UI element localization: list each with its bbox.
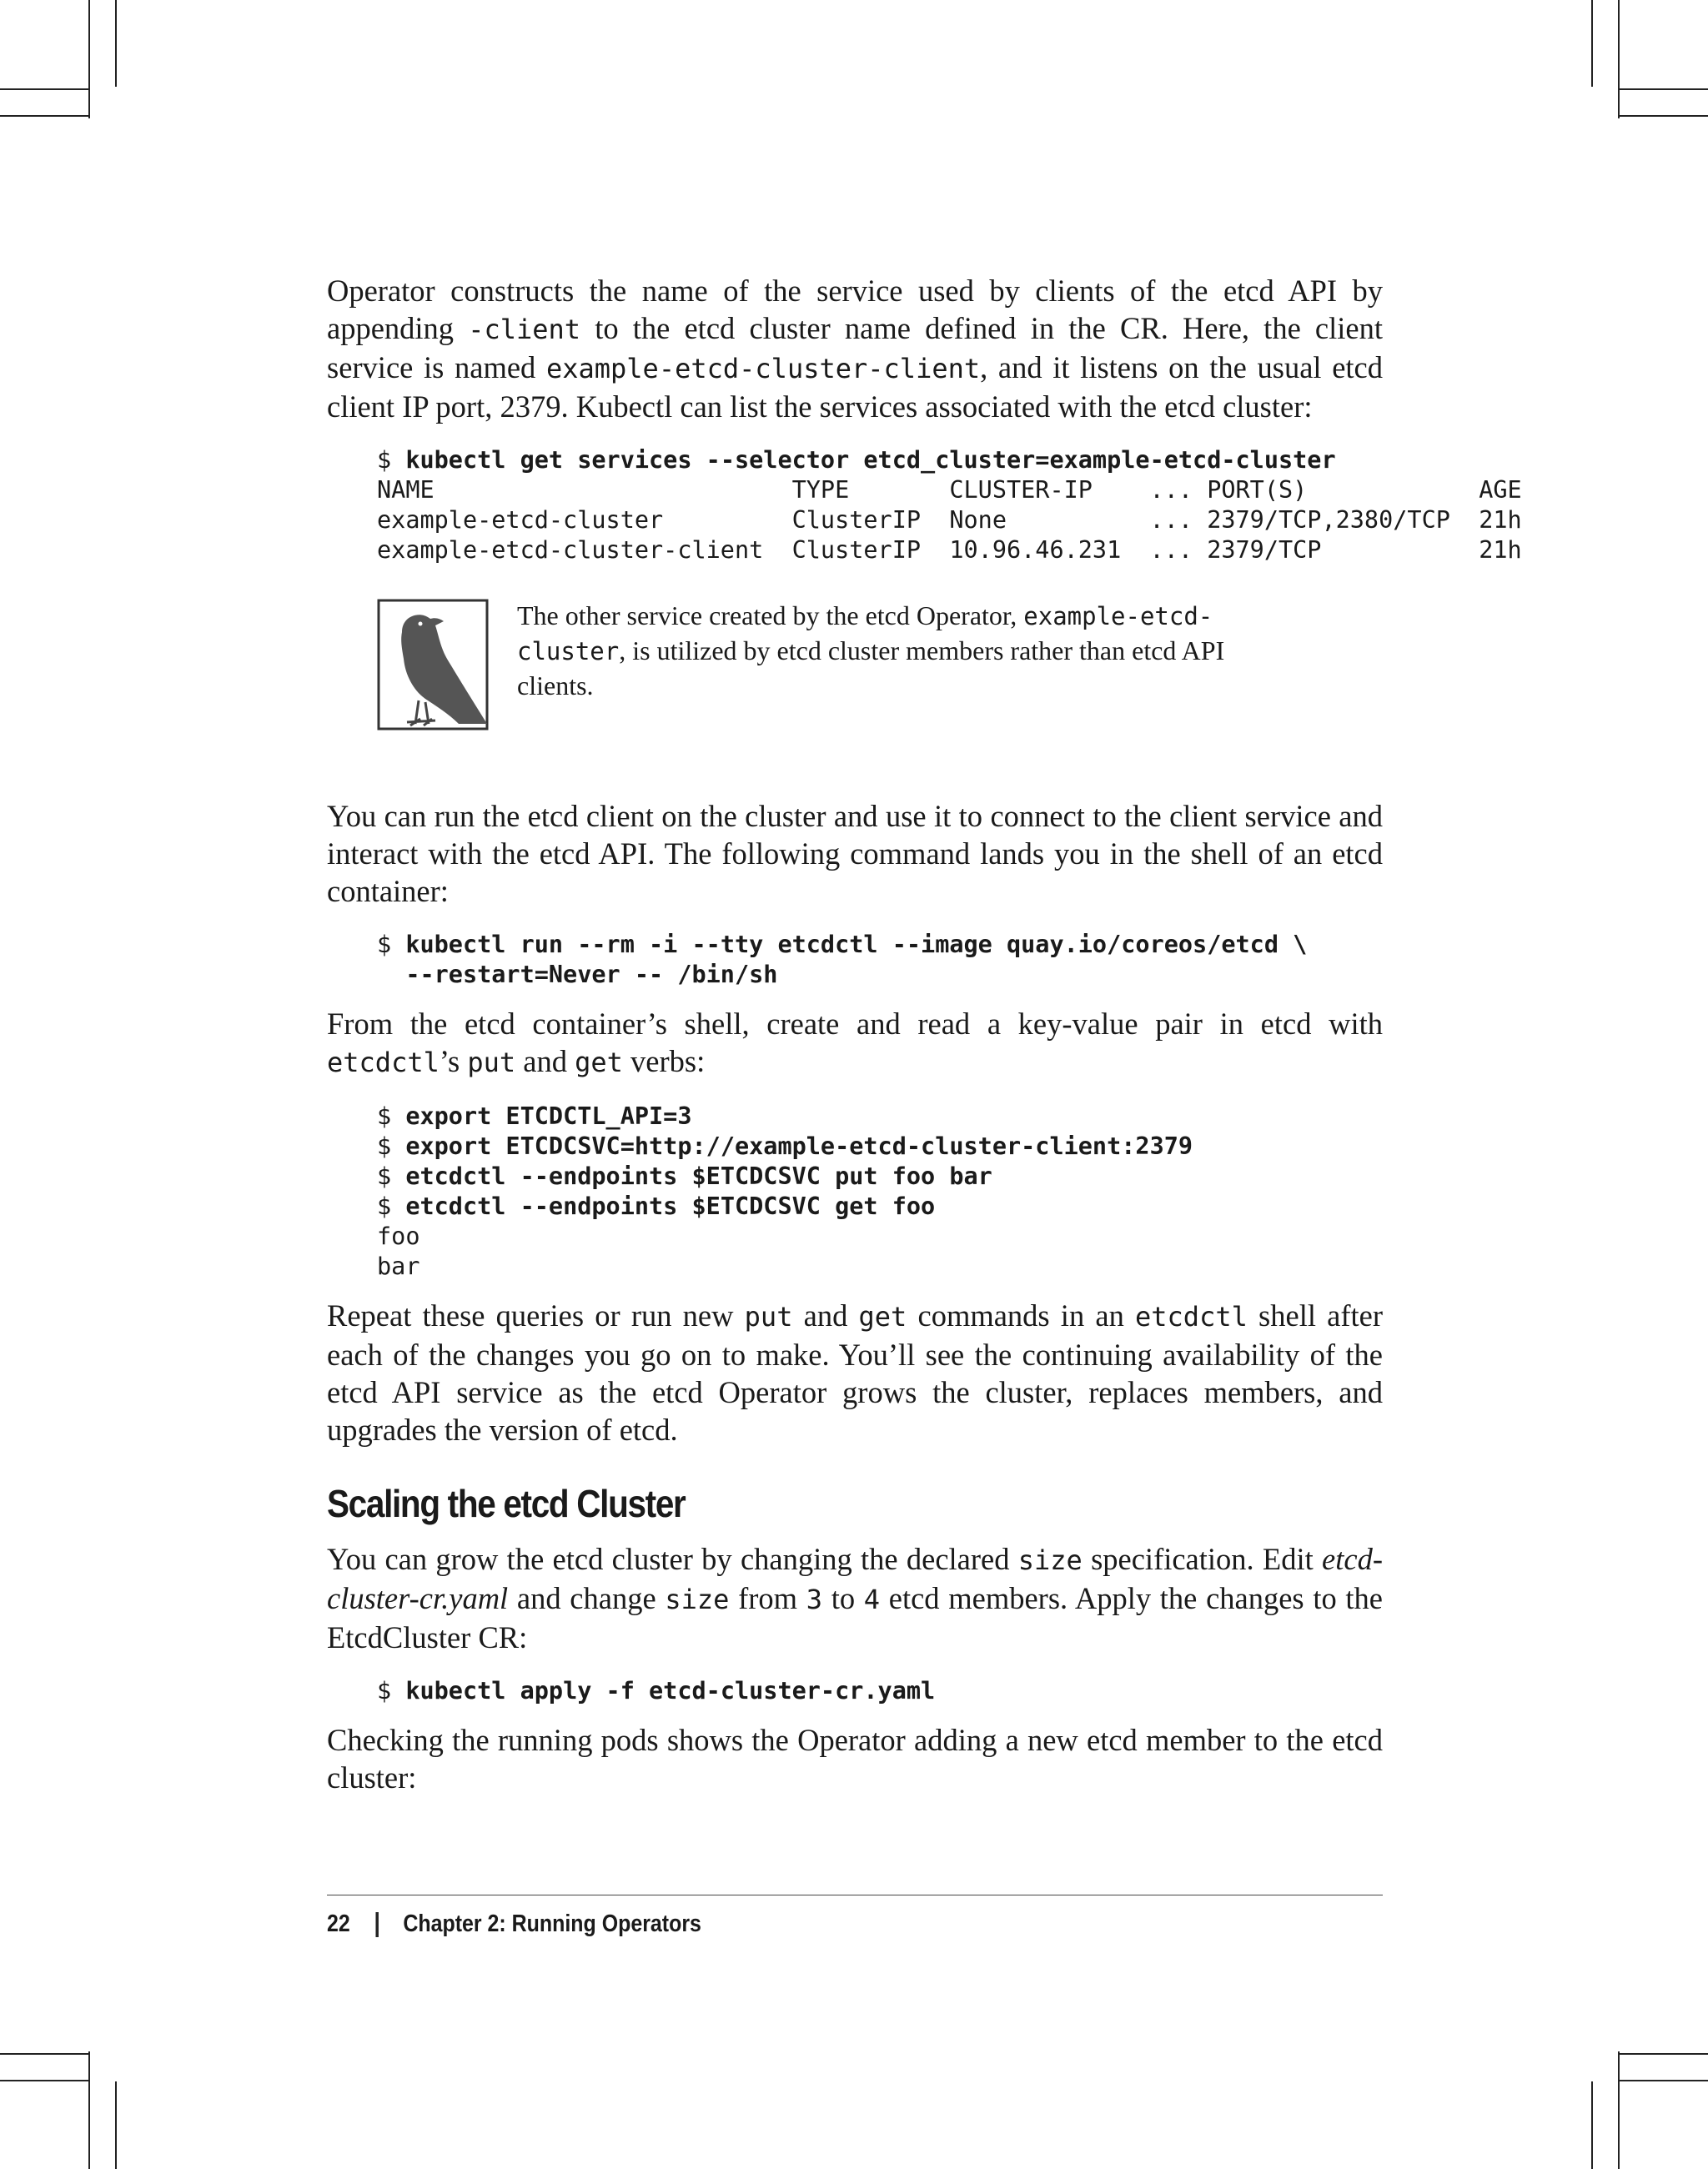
shell-command: kubectl run --rm -i --tty etcdctl --image quay.io/coreos/etcd \ [405,931,1308,958]
page-number: 22 [327,1910,350,1937]
page-body [327,272,1522,1808]
text: specification. Edit [1082,1542,1323,1576]
output-line: example-etcd-cluster ClusterIP None ... 2379/TCP,2380/TCP 21h [377,506,1522,534]
footer-line [327,1910,1235,1938]
page-footer [327,1895,1383,1938]
chapter-title: Chapter 2: Running Operators [403,1910,701,1937]
text: You can grow the etcd cluster by changing the declared [327,1542,1018,1576]
output-line: foo [377,1223,420,1250]
paragraph-service-naming [327,272,1383,425]
shell-command: kubectl get services --selector etcd_cluster=example-etcd-cluster [405,446,1336,474]
inline-code: get [575,1047,623,1078]
text: to the etcd cluster name defined in the CR. Here, the client service is named [327,311,1383,384]
shell-prompt: $ [377,1677,406,1705]
output-line: NAME TYPE CLUSTER-IP ... PORT(S) AGE [377,476,1522,504]
text: and change [508,1581,666,1615]
output-line: example-etcd-cluster-client ClusterIP 10.96.46.231 ... 2379/TCP 21h [377,536,1522,564]
inline-code: put [467,1047,516,1078]
shell-command: export ETCDCSVC=http://example-etcd-cluster-client:2379 [405,1132,1193,1160]
text: , and it listens on the usual etcd client IP port, 2379. Kubectl can list the services associated with the etcd cluster: [327,350,1383,424]
code-block-kubectl-run [377,930,1383,990]
inline-code: example-etcd-cluster-client [545,353,981,384]
paragraph-run-client: You can run the etcd client on the cluster and use it to connect to the client service and interact with the etcd API. The following command lands you in the shell of an etcd container: [327,799,1383,908]
text: shell after each of the changes you go on to make. You’ll see the continuing availability of the etcd API service as the etcd Operator grows the cluster, replaces members, and upgrades the version of etcd. [327,1298,1383,1447]
text: and [515,1044,575,1078]
section-heading: Scaling the etcd Cluster [327,1482,686,1525]
code-block-etcdctl [377,1102,1383,1282]
inline-code: -client [468,314,581,345]
text: commands in an [907,1298,1135,1333]
inline-code: etcdctl [327,1047,440,1078]
text: to [822,1581,864,1615]
text: ’s [439,1044,468,1078]
shell-command: export ETCDCTL_API=3 [405,1102,692,1130]
inline-code: put [744,1301,793,1333]
paragraph-put-get [327,1005,1383,1082]
text: from [729,1581,806,1615]
inline-code: 4 [863,1584,881,1615]
shell-prompt: $ [377,1192,406,1220]
shell-command: kubectl apply -f etcd-cluster-cr.yaml [405,1677,936,1705]
text: , is utilized by etcd cluster members rather than etcd API clients. [517,635,1225,700]
note-callout [327,599,1383,757]
shell-prompt: $ [377,1132,406,1160]
shell-command: etcdctl --endpoints $ETCDCSVC put foo bar [405,1162,992,1190]
text: The other service created by the etcd Operator, [517,600,1024,630]
shell-command: etcdctl --endpoints $ETCDCSVC get foo [405,1192,936,1220]
paragraph-checking-pods: Checking the running pods shows the Operator adding a new etcd member to the etcd cluster: [327,1723,1383,1795]
crow-icon [377,599,492,734]
text: etcd members. Apply the changes to the EtcdCluster CR: [327,1581,1383,1654]
inline-code: size [665,1584,730,1615]
code-block-get-services [377,445,1522,565]
note-text [517,599,1234,703]
inline-code: etcdctl [1135,1301,1248,1333]
text: verbs: [622,1044,706,1078]
text: From the etcd container’s shell, create and read a key-value pair in etcd with [327,1007,1383,1041]
inline-code: example-etcd-cluster [517,602,1213,665]
output-line: bar [377,1253,420,1280]
text: Operator constructs the name of the service used by clients of the etcd API by appending [327,274,1383,345]
shell-prompt: $ [377,1162,406,1190]
text: Repeat these queries or run new [327,1298,745,1333]
inline-code: get [858,1301,907,1333]
code-block-kubectl-apply [377,1676,1383,1706]
filename: etcd-cluster-cr.yaml [327,1542,1383,1615]
inline-code: 3 [806,1584,823,1615]
footer-separator [376,1912,379,1937]
shell-prompt: $ [377,1102,406,1130]
paragraph-scaling [327,1540,1383,1656]
inline-code: size [1017,1544,1083,1576]
shell-prompt: $ [377,446,406,474]
shell-prompt: $ [377,931,406,958]
text: and [792,1298,859,1333]
paragraph-repeat-queries [327,1297,1383,1449]
shell-command: --restart=Never -- /bin/sh [377,961,778,988]
